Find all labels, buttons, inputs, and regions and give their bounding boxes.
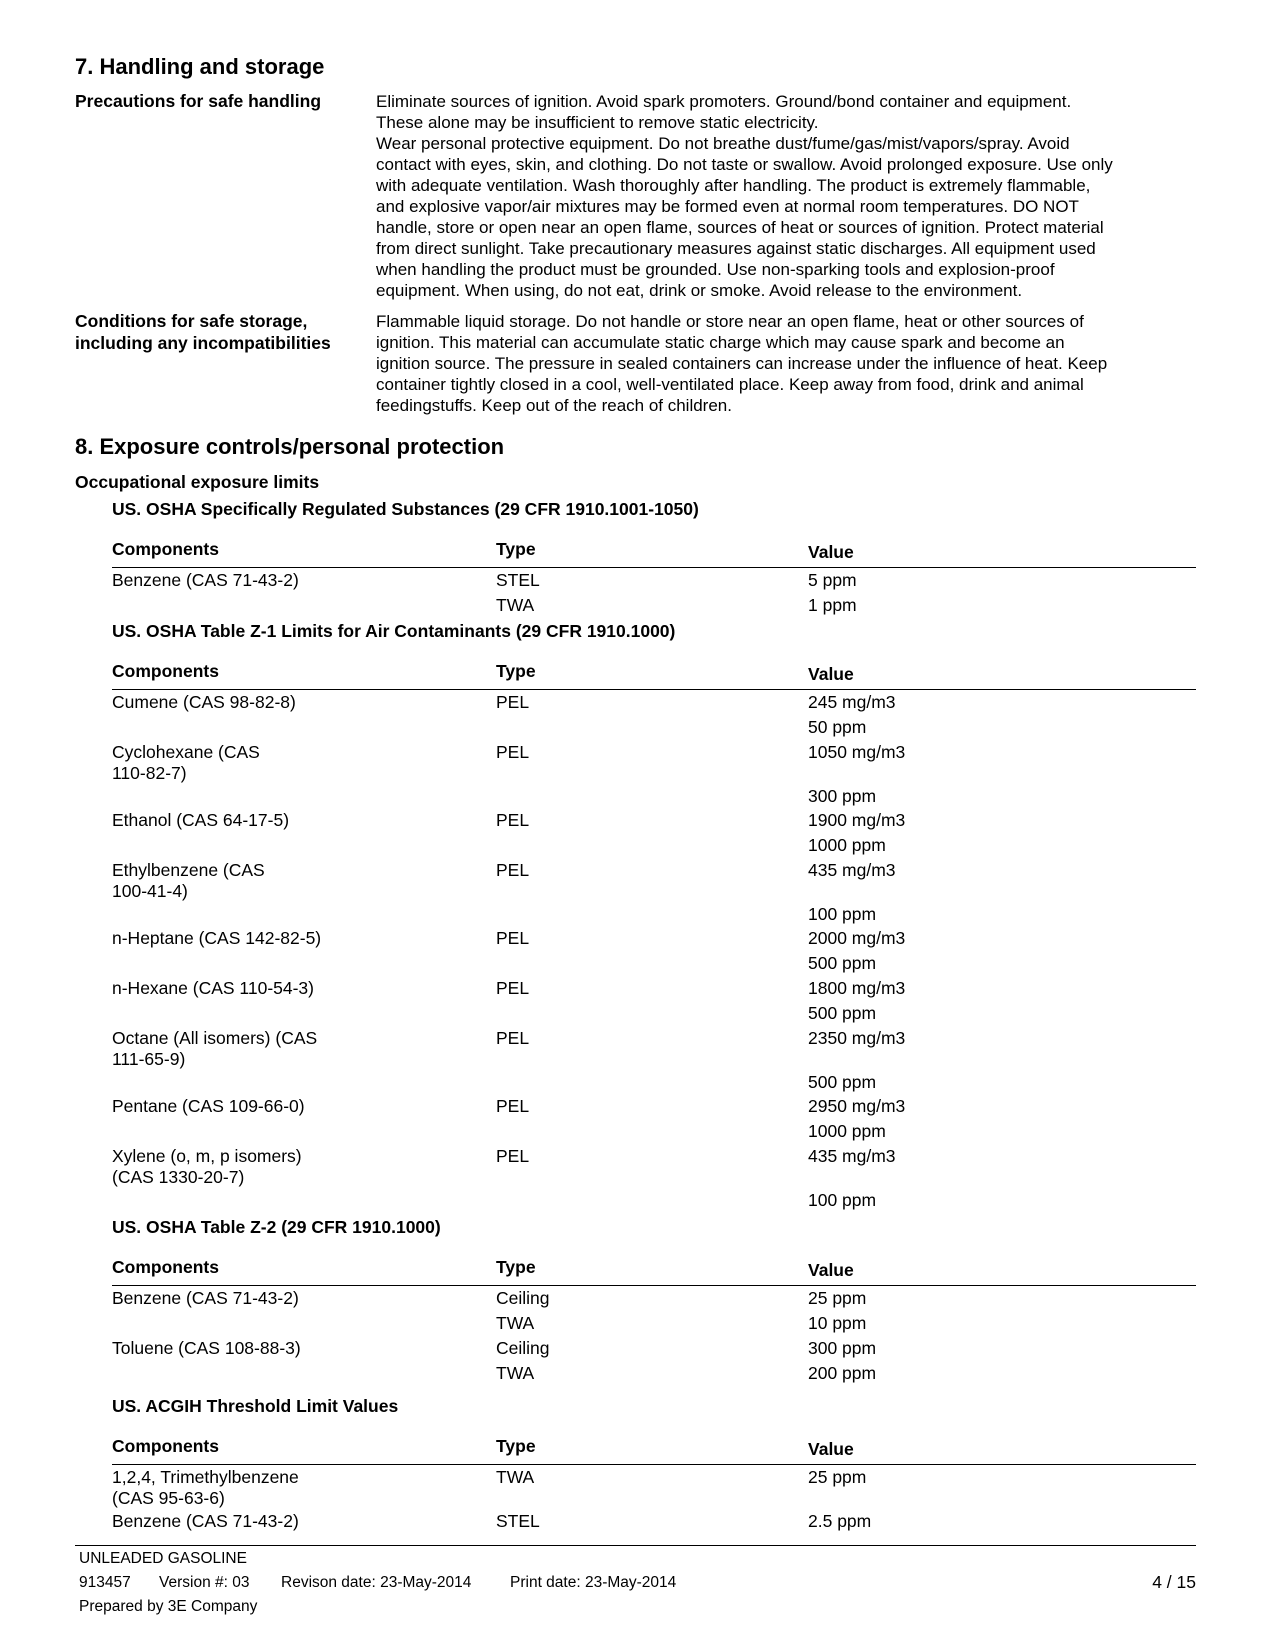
column-header-type: Type <box>496 539 536 559</box>
footer-prepared-by: Prepared by 3E Company <box>79 1598 258 1615</box>
table-cell-component: Ethylbenzene (CAS <box>112 860 265 880</box>
text-line: handle, store or open near an open flame, sources of heat or sources of ignition. Protect material <box>376 218 1104 237</box>
table-cell-type: TWA <box>496 1363 535 1383</box>
table-cell-value: 200 ppm <box>808 1363 877 1383</box>
table-cell-value: 435 mg/m3 <box>808 860 896 880</box>
table-cell-value: 245 mg/m3 <box>808 692 896 712</box>
column-header-components: Components <box>112 661 219 681</box>
table-cell-value: 1 ppm <box>808 595 857 615</box>
table-cell-value: 1050 mg/m3 <box>808 742 906 762</box>
text-line: when handling the product must be grounded. Use non-sparking tools and explosion-proof <box>376 260 1055 279</box>
table-cell-type: PEL <box>496 1096 530 1116</box>
oel-label: Occupational exposure limits <box>75 472 320 492</box>
table-cell-type: PEL <box>496 810 530 830</box>
text-line: equipment. When using, do not eat, drink or smoke. Avoid release to the environment. <box>376 281 1023 300</box>
table-cell-type: PEL <box>496 1028 530 1048</box>
page-number: 4 / 15 <box>1152 1572 1196 1592</box>
footer-doc-number: 913457 <box>79 1574 131 1591</box>
table-cell-type: TWA <box>496 1313 535 1333</box>
table-cell-type: TWA <box>496 595 535 615</box>
text-line: ignition source. The pressure in sealed containers can increase under the influence of heat. Keep <box>376 354 1108 373</box>
column-header-components: Components <box>112 539 219 559</box>
footer-revision-date: Revison date: 23-May-2014 <box>281 1574 472 1591</box>
table-cell-value: 5 ppm <box>808 570 857 590</box>
table-cell-component: 111-65-9) <box>112 1049 186 1069</box>
table-title: US. ACGIH Threshold Limit Values <box>112 1396 399 1416</box>
table-cell-value: 25 ppm <box>808 1288 867 1308</box>
precautions-label: Precautions for safe handling <box>75 91 322 111</box>
storage-label-line-2: including any incompatibilities <box>75 333 331 353</box>
table-cell-value: 2950 mg/m3 <box>808 1096 906 1116</box>
column-header-type: Type <box>496 1436 536 1456</box>
footer-version: Version #: 03 <box>159 1574 250 1591</box>
text-line: feedingstuffs. Keep out of the reach of children. <box>376 396 732 415</box>
column-header-value: Value <box>808 1260 854 1280</box>
text-line: These alone may be insufficient to remove static electricity. <box>376 113 819 132</box>
table-header-rule <box>112 1464 1196 1465</box>
table-cell-type: PEL <box>496 928 530 948</box>
table-cell-type: TWA <box>496 1467 535 1487</box>
table-title: US. OSHA Table Z-2 (29 CFR 1910.1000) <box>112 1217 441 1237</box>
table-cell-type: PEL <box>496 692 530 712</box>
table-header-rule <box>112 567 1196 568</box>
table-cell-component: Pentane (CAS 109-66-0) <box>112 1096 305 1116</box>
table-cell-component: 1,2,4, Trimethylbenzene <box>112 1467 299 1487</box>
column-header-value: Value <box>808 664 854 684</box>
table-cell-component: Ethanol (CAS 64-17-5) <box>112 810 290 830</box>
table-cell-type: STEL <box>496 1511 540 1531</box>
table-cell-component: n-Heptane (CAS 142-82-5) <box>112 928 322 948</box>
text-line: and explosive vapor/air mixtures may be formed even at normal room temperatures. DO NOT <box>376 197 1079 216</box>
table-cell-value: 10 ppm <box>808 1313 867 1333</box>
table-cell-component: Cyclohexane (CAS <box>112 742 260 762</box>
column-header-value: Value <box>808 1439 854 1459</box>
table-cell-component: (CAS 1330-20-7) <box>112 1167 245 1187</box>
table-cell-value: 1900 mg/m3 <box>808 810 906 830</box>
column-header-type: Type <box>496 1257 536 1277</box>
section-8-title: 8. Exposure controls/personal protection <box>75 434 505 459</box>
table-cell-value: 500 ppm <box>808 953 877 973</box>
precautions-text <box>376 91 1206 301</box>
section-7-title: 7. Handling and storage <box>75 54 325 79</box>
table-cell-value: 2.5 ppm <box>808 1511 872 1531</box>
table-title: US. OSHA Table Z-1 Limits for Air Contaminants (29 CFR 1910.1000) <box>112 621 676 641</box>
table-cell-value: 435 mg/m3 <box>808 1146 896 1166</box>
table-cell-component: n-Hexane (CAS 110-54-3) <box>112 978 314 998</box>
text-line: with adequate ventilation. Wash thoroughly after handling. The product is extremely flammable, <box>376 176 1091 195</box>
table-cell-type: Ceiling <box>496 1288 550 1308</box>
table-cell-type: PEL <box>496 978 530 998</box>
table-cell-component: Benzene (CAS 71-43-2) <box>112 570 299 590</box>
table-title: US. OSHA Specifically Regulated Substances (29 CFR 1910.1001-1050) <box>112 499 699 519</box>
table-cell-value: 100 ppm <box>808 904 877 924</box>
table-cell-value: 1000 ppm <box>808 835 886 855</box>
table-cell-component: Xylene (o, m, p isomers) <box>112 1146 302 1166</box>
table-cell-value: 500 ppm <box>808 1072 877 1092</box>
storage-label-line-1: Conditions for safe storage, <box>75 311 308 331</box>
table-cell-component: Octane (All isomers) (CAS <box>112 1028 318 1048</box>
table-cell-value: 1800 mg/m3 <box>808 978 906 998</box>
text-line: ignition. This material can accumulate static charge which may cause spark and become an <box>376 333 1065 352</box>
table-cell-value: 300 ppm <box>808 786 877 806</box>
text-line: contact with eyes, skin, and clothing. Do not taste or swallow. Avoid prolonged exposure. Use only <box>376 155 1113 174</box>
table-cell-component: Toluene (CAS 108-88-3) <box>112 1338 301 1358</box>
table-cell-type: Ceiling <box>496 1338 550 1358</box>
table-cell-value: 300 ppm <box>808 1338 877 1358</box>
table-cell-value: 500 ppm <box>808 1003 877 1023</box>
table-cell-value: 100 ppm <box>808 1190 877 1210</box>
table-cell-value: 50 ppm <box>808 717 867 737</box>
table-header-rule <box>112 689 1196 690</box>
table-cell-type: STEL <box>496 570 540 590</box>
storage-label <box>75 310 331 354</box>
table-cell-component: Benzene (CAS 71-43-2) <box>112 1288 299 1308</box>
table-cell-component: 100-41-4) <box>112 881 188 901</box>
table-cell-value: 2000 mg/m3 <box>808 928 906 948</box>
table-cell-component: Cumene (CAS 98-82-8) <box>112 692 296 712</box>
text-line: Flammable liquid storage. Do not handle or store near an open flame, heat or other sources of <box>376 312 1084 331</box>
table-cell-type: PEL <box>496 742 530 762</box>
text-line: Wear personal protective equipment. Do not breathe dust/fume/gas/mist/vapors/spray. Avoid <box>376 134 1070 153</box>
table-header-rule <box>112 1285 1196 1286</box>
text-line: from direct sunlight. Take precautionary measures against static discharges. All equipment used <box>376 239 1096 258</box>
table-cell-value: 25 ppm <box>808 1467 867 1487</box>
text-line: container tightly closed in a cool, well-ventilated place. Keep away from food, drink and animal <box>376 375 1084 394</box>
column-header-components: Components <box>112 1436 219 1456</box>
table-cell-value: 1000 ppm <box>808 1121 886 1141</box>
table-cell-component: (CAS 95-63-6) <box>112 1488 225 1508</box>
column-header-value: Value <box>808 542 854 562</box>
footer-rule <box>75 1545 1196 1546</box>
storage-text <box>376 311 1206 416</box>
table-cell-type: PEL <box>496 860 530 880</box>
column-header-components: Components <box>112 1257 219 1277</box>
footer-product: UNLEADED GASOLINE <box>79 1550 247 1567</box>
table-cell-component: Benzene (CAS 71-43-2) <box>112 1511 299 1531</box>
footer-print-date: Print date: 23-May-2014 <box>510 1574 677 1591</box>
table-cell-value: 2350 mg/m3 <box>808 1028 906 1048</box>
column-header-type: Type <box>496 661 536 681</box>
table-cell-type: PEL <box>496 1146 530 1166</box>
text-line: Eliminate sources of ignition. Avoid spark promoters. Ground/bond container and equipment. <box>376 92 1072 111</box>
table-cell-component: 110-82-7) <box>112 763 187 783</box>
